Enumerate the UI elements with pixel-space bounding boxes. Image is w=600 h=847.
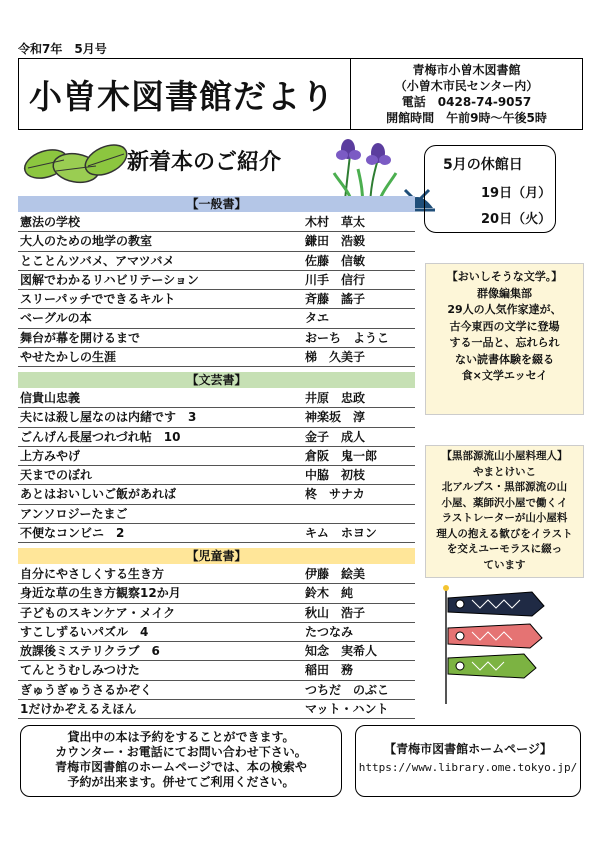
notice-line: 貸出中の本は予約をすることができます。 xyxy=(67,730,295,744)
book-title: やせたかしの生涯 xyxy=(20,350,117,365)
book-author: おーち ようこ xyxy=(305,330,390,345)
book-title: 不便なコンビニ 2 xyxy=(20,526,125,541)
title-box xyxy=(18,58,351,130)
book-row xyxy=(18,447,415,466)
book-title: 天までのぼれ xyxy=(20,468,93,483)
book-title: 上方みやげ xyxy=(20,448,81,463)
book-title: 図解でわかるリハビリテーション xyxy=(20,272,199,287)
book-list-literature xyxy=(18,389,415,543)
recommendation-line: ラストレーターが山小屋料 xyxy=(441,512,568,524)
recommendation-line: する一品と、忘れられ xyxy=(449,336,560,349)
book-author: キム ホヨン xyxy=(305,526,377,541)
book-row xyxy=(18,428,415,447)
recommendation-author: 群像編集部 xyxy=(477,286,532,300)
book-row xyxy=(18,681,415,700)
book-author: 佐藤 信敏 xyxy=(305,253,366,268)
recommendation-author: やまとけいこ xyxy=(473,465,536,478)
book-title: 憲法の学校 xyxy=(20,215,81,229)
book-row xyxy=(18,661,415,680)
recommendation-line: ない読書体験を綴る xyxy=(455,352,554,366)
book-author: つちだ のぶこ xyxy=(305,682,390,697)
book-author: 秋山 浩子 xyxy=(305,605,366,620)
book-author: 川手 信行 xyxy=(305,272,366,287)
book-author: 鎌田 浩毅 xyxy=(305,234,366,249)
recommendation-line: 古今東西の文学に登場 xyxy=(449,319,560,333)
book-author: 柊 サナカ xyxy=(305,487,365,502)
recommendation-box xyxy=(425,445,584,578)
book-row xyxy=(18,348,415,367)
book-title: 子どものスキンケア・メイク xyxy=(20,605,176,620)
library-location: （小曽木市民センター内） xyxy=(394,79,539,93)
book-author: 知念 実希人 xyxy=(305,644,378,659)
book-author: 稲田 務 xyxy=(305,663,354,678)
book-row xyxy=(18,584,415,603)
book-title: 大人のための地学の教室 xyxy=(20,234,153,249)
book-title: 夫には殺し屋なのは内緒です 3 xyxy=(20,410,197,425)
book-author: マット・ハント xyxy=(305,702,389,717)
library-info-box xyxy=(351,58,583,130)
book-title: スリーパッチでできるキルト xyxy=(20,292,176,307)
recommendation-line: ています xyxy=(483,558,526,571)
book-author: 木村 草太 xyxy=(305,215,366,229)
book-row xyxy=(18,309,415,328)
book-title: 信貴山忠義 xyxy=(20,391,81,405)
closed-day: 20日（火） xyxy=(481,212,552,227)
homepage-url-link[interactable]: https://www.library.ome.tokyo.jp/ xyxy=(358,761,578,774)
book-row xyxy=(18,623,415,642)
book-title: あとはおいしいご飯があれば xyxy=(20,487,177,502)
book-list-children xyxy=(18,565,415,719)
recommendation-line: 北アルプス・黒部源流の山 xyxy=(441,481,568,493)
recommendation-line: 小屋、薬師沢小屋で働くイ xyxy=(441,496,568,509)
book-title: ごんげん長屋つれづれ帖 10 xyxy=(20,429,181,444)
book-title: 1だけかぞえるえほん xyxy=(20,702,137,717)
book-author: 井原 忠政 xyxy=(305,391,366,405)
book-author: 倉阪 鬼一郎 xyxy=(305,448,378,463)
homepage-box xyxy=(355,725,581,797)
book-author: たつなみ xyxy=(305,624,354,639)
book-row xyxy=(18,466,415,485)
book-author: 金子 成人 xyxy=(305,429,366,444)
closed-days-title: 5月の休館日 xyxy=(443,157,523,173)
book-author: 梯 久美子 xyxy=(305,350,366,365)
book-author: 中脇 初枝 xyxy=(305,468,366,483)
notice-line: 青梅市図書館のホームページでは、本の検索や xyxy=(55,760,307,774)
recommendation-heading: 【おいしそうな文学。】 xyxy=(446,270,563,283)
recommendation-line: 29人の人気作家達が、 xyxy=(447,303,562,316)
book-list-general xyxy=(18,213,415,367)
library-hours: 開館時間 午前9時～午後5時 xyxy=(386,111,547,125)
book-author: 伊藤 絵美 xyxy=(305,567,366,581)
section-header-children: 【児童書】 xyxy=(18,548,415,564)
section-header-literature: 【文芸書】 xyxy=(18,372,415,388)
book-title: 身近な草の生き方観察12か月 xyxy=(20,586,181,601)
newsletter-title: 小曽木図書館だより xyxy=(29,77,335,116)
closed-days-box xyxy=(424,145,556,233)
book-row xyxy=(18,700,415,719)
book-title: ぎゅうぎゅうさるかぞく xyxy=(20,682,153,697)
recommendation-line: 食×文学エッセイ xyxy=(461,369,548,382)
book-title: アンソロジーたまご xyxy=(20,506,128,521)
issue-date: 令和7年 5月号 xyxy=(18,42,107,56)
closed-day: 19日（月） xyxy=(481,186,552,201)
book-row xyxy=(18,271,415,290)
book-title: ベーグルの本 xyxy=(20,311,92,326)
book-row xyxy=(18,505,415,524)
recommendation-box xyxy=(425,263,584,415)
koinobori-carp-streamer-icon xyxy=(432,582,552,704)
book-title: てんとうむしみつけた xyxy=(20,663,140,678)
reservation-notice-box xyxy=(20,725,342,797)
book-title: 舞台が幕を開けるまで xyxy=(20,330,141,345)
book-title: 自分にやさしくする生き方 xyxy=(20,567,165,581)
new-books-heading: 新着本のご紹介 xyxy=(127,150,282,175)
book-row xyxy=(18,252,415,271)
book-row xyxy=(18,565,415,584)
book-row xyxy=(18,329,415,348)
notice-line: 予約が出来ます。併せてご利用ください。 xyxy=(67,775,295,789)
book-row xyxy=(18,389,415,408)
book-author: タエ xyxy=(305,311,330,326)
recommendation-line: を交えユーモラスに綴っ xyxy=(446,543,563,555)
book-row xyxy=(18,604,415,623)
book-author: 斉藤 謠子 xyxy=(305,292,366,307)
book-row xyxy=(18,642,415,661)
book-author: 神楽坂 淳 xyxy=(305,410,366,425)
library-phone: 電話 0428-74-9057 xyxy=(401,95,532,109)
homepage-heading: 【青梅市図書館ホームページ】 xyxy=(384,742,552,756)
book-row xyxy=(18,290,415,309)
book-title: 放課後ミステリクラブ 6 xyxy=(20,644,160,659)
leaves-icon xyxy=(18,138,133,194)
library-name: 青梅市小曽木図書館 xyxy=(412,63,521,77)
book-row xyxy=(18,485,415,504)
notice-line: カウンター・お電話にてお問い合わせ下さい。 xyxy=(55,745,307,759)
book-row xyxy=(18,408,415,427)
book-row xyxy=(18,213,415,232)
recommendation-heading: 【黒部源流山小屋料理人】 xyxy=(441,450,568,462)
recommendation-line: 理人の抱える歓びをイラスト xyxy=(436,527,573,540)
book-row xyxy=(18,232,415,251)
book-row xyxy=(18,524,415,543)
book-author: 鈴木 純 xyxy=(305,586,354,601)
book-title: とことんツバメ、アマツバメ xyxy=(20,253,175,268)
book-title: すこしずるいパズル 4 xyxy=(20,624,149,639)
section-header-general: 【一般書】 xyxy=(18,196,415,212)
